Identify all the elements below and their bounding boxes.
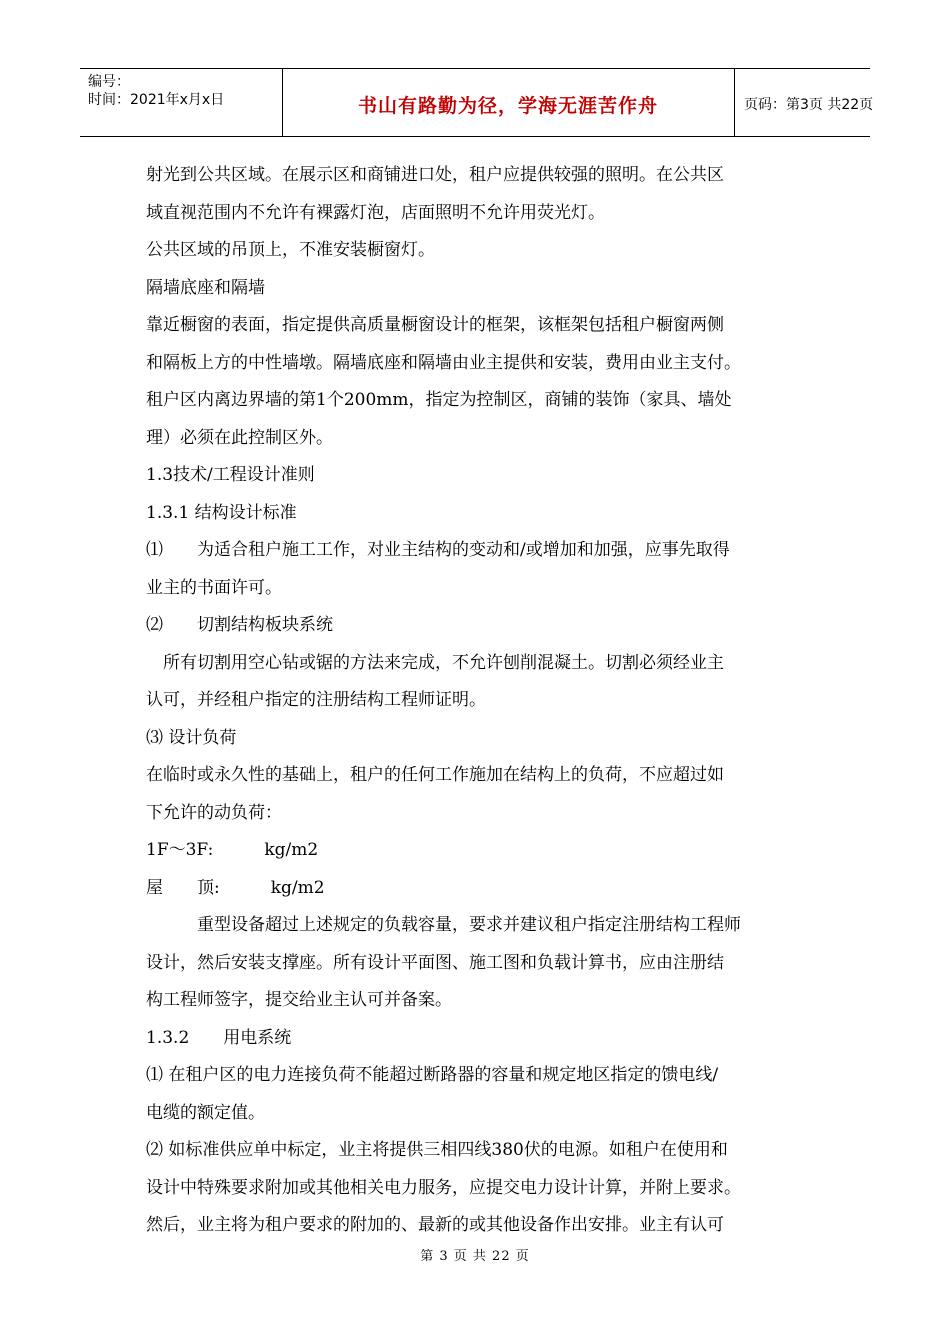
body-line: 和隔板上方的中性墙墩。隔墙底座和隔墙由业主提供和安装，费用由业主支付。 (146, 352, 741, 373)
page-header (80, 68, 874, 137)
body-line: 然后，业主将为租户要求的附加的、最新的或其他设备作出安排。业主有认可 (146, 1215, 724, 1235)
body-line: 重型设备超过上述规定的负载容量，要求并建议租户指定注册结构工程师 (146, 915, 741, 935)
body-line: ⑴ 为适合租户施工工作，对业主结构的变动和/或增加和加强，应事先取得 (146, 540, 730, 560)
body-line: ⑵ 切割结构板块系统 (146, 615, 333, 635)
page-footer: 第 3 页 共 22 页 (420, 1249, 530, 1264)
body-line: 电缆的额定值。 (146, 1102, 265, 1123)
body-line: ⑴ 在租户区的电力连接负荷不能超过断路器的容量和规定地区指定的馈电线/ (146, 1065, 719, 1085)
header-motto: 书山有路勤为径，学海无涯苦作舟 (357, 95, 658, 117)
body-line: 所有切割用空心钻或锯的方法来完成，不允许刨削混凝土。切割必须经业主 (146, 652, 724, 673)
body-line: 在临时或永久性的基础上，租户的任何工作施加在结构上的负荷，不应超过如 (146, 765, 724, 785)
document-date: 时间：2021年x月x日 (88, 92, 225, 108)
body-line: 设计中特殊要求附加或其他相关电力服务，应提交电力设计计算，并附上要求。 (146, 1177, 741, 1198)
body-line: 1.3.2 用电系统 (146, 1027, 292, 1048)
body-line: 下允许的动负荷： (146, 802, 282, 823)
body-line: 业主的书面许可。 (146, 577, 282, 598)
body-line: 射光到公共区域。在展示区和商铺进口处，租户应提供较强的照明。在公共区 (146, 165, 724, 185)
body-line: 1F～3F: kg/m2 (146, 840, 319, 860)
body-line: 构工程师签字，提交给业主认可并备案。 (146, 990, 452, 1010)
body-line: 1.3技术/工程设计准则 (146, 465, 315, 485)
document-body (146, 157, 818, 1245)
body-line: 靠近橱窗的表面，指定提供高质量橱窗设计的框架，该框架包括租户橱窗两侧 (146, 315, 724, 335)
body-line: 租户区内离边界墙的第1个200mm，指定为控制区，商铺的装饰（家具、墙处 (146, 390, 732, 410)
body-line: 公共区域的吊顶上，不准安装橱窗灯。 (146, 240, 435, 260)
header-right-cell (734, 69, 874, 136)
body-line: ⑵ 如标准供应单中标定，业主将提供三相四线380伏的电源。如租户在使用和 (146, 1140, 728, 1160)
header-left-cell (80, 69, 283, 136)
body-line: 屋 顶: kg/m2 (146, 877, 325, 898)
body-line: 隔墙底座和隔墙 (146, 277, 265, 298)
body-line: 认可，并经租户指定的注册结构工程师证明。 (146, 690, 486, 710)
header-page-info: 页码：第3页 共22页 (744, 97, 874, 113)
body-line: ⑶ 设计负荷 (146, 727, 237, 748)
body-line: 理）必须在此控制区外。 (146, 427, 333, 448)
body-line: 设计，然后安装支撑座。所有设计平面图、施工图和负载计算书，应由注册结 (146, 952, 724, 973)
body-line: 域直视范围内不允许有裸露灯泡，店面照明不允许用荧光灯。 (146, 202, 605, 223)
body-line: 1.3.1 结构设计标准 (146, 502, 297, 523)
document-number-label: 编号： (88, 74, 130, 90)
header-middle-cell (282, 69, 735, 136)
